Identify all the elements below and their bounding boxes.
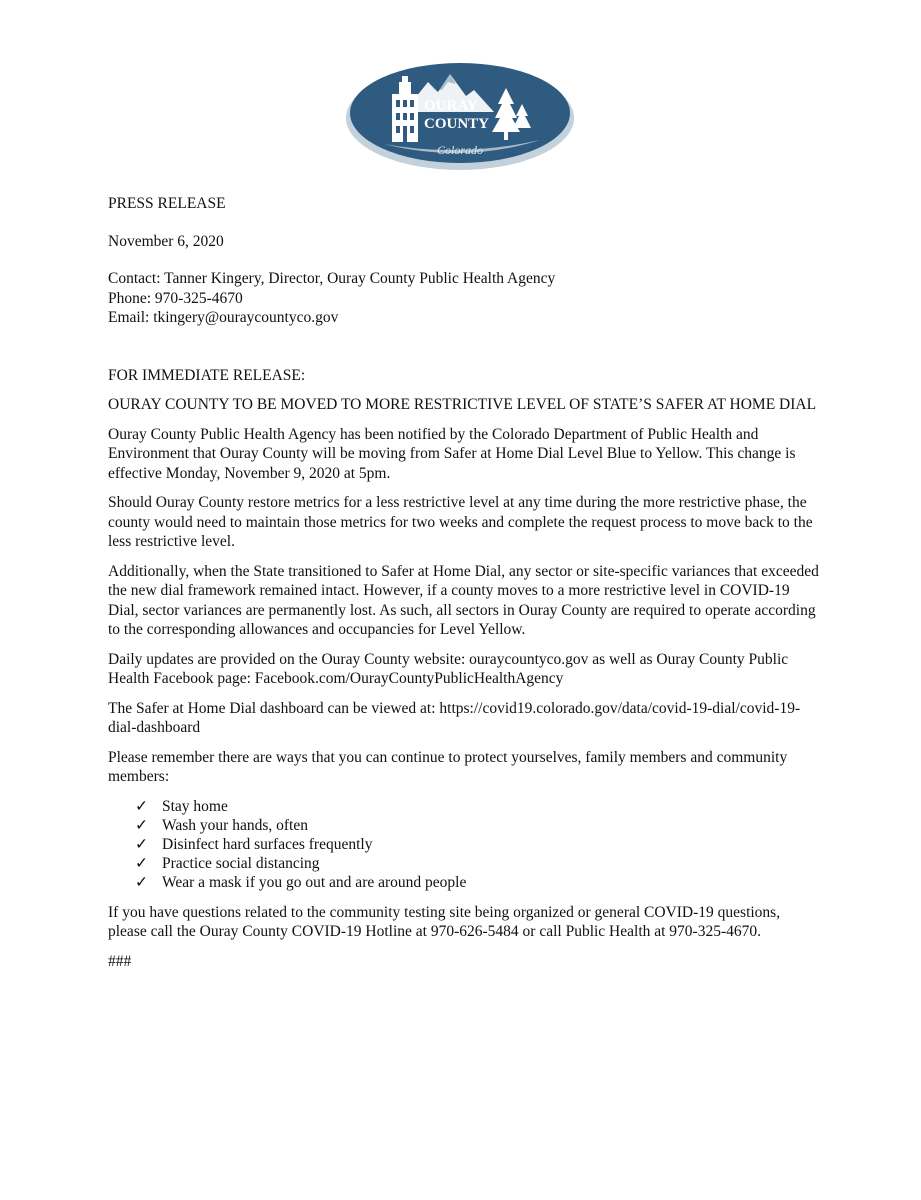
list-item: ✓ Wear a mask if you go out and are around people (135, 874, 467, 892)
list-item: ✓ Stay home (135, 797, 228, 815)
logo-text-ouray: OURAY (424, 98, 478, 114)
contact-block (108, 269, 820, 328)
release-date: November 6, 2020 (108, 232, 224, 250)
contact-email: Email: tkingery@ouraycountyco.gov (108, 309, 339, 326)
list-item: ✓ Wash your hands, often (135, 816, 308, 834)
prevention-checklist (108, 797, 820, 893)
paragraph-daily-updates: Daily updates are provided on the Ouray County website: ouraycountyco.gov as well as Ouray County Public Health Facebook page: Facebook.com/OurayCountyPublicHealthAgency (108, 650, 789, 687)
end-mark: ### (108, 952, 132, 970)
checkmark-icon: ✓ (135, 835, 148, 853)
checkmark-icon: ✓ (135, 797, 148, 815)
logo-text-county: COUNTY (424, 116, 490, 132)
immediate-release-label: FOR IMMEDIATE RELEASE: (108, 366, 306, 384)
contact-name: Contact: Tanner Kingery, Director, Ouray County Public Health Agency (108, 270, 556, 287)
release-headline: OURAY COUNTY TO BE MOVED TO MORE RESTRICTIVE LEVEL OF STATE’S SAFER AT HOME DIAL (108, 396, 817, 413)
checkmark-icon: ✓ (135, 855, 148, 873)
paragraph-notification: Ouray County Public Health Agency has been notified by the Colorado Department of Public Health and Environment that Ouray County will be moving from Safer at Home Dial Level Blue to Yellow. This change is effective Monday, November 9, 2020 at 5pm. (108, 425, 796, 482)
press-release-label: PRESS RELEASE (108, 195, 226, 212)
list-item: ✓ Disinfect hard surfaces frequently (135, 835, 373, 853)
paragraph-protect-intro: Please remember there are ways that you can continue to protect yourselves, family members and community members: (108, 748, 788, 785)
paragraph-dashboard: The Safer at Home Dial dashboard can be viewed at: https://covid19.colorado.gov/data/covid-19-dial/covid-19-dial-dashboard (108, 699, 801, 736)
checkmark-icon: ✓ (135, 874, 148, 892)
list-item: ✓ Practice social distancing (135, 855, 320, 873)
press-release-body (108, 194, 820, 971)
logo-text-colorado: Colorado (436, 143, 484, 157)
paragraph-questions: If you have questions related to the community testing site being organized or general COVID-19 questions, please call the Ouray County COVID-19 Hotline at 970-626-5484 or call Public Health at 970-325-4670. (108, 903, 781, 941)
checkmark-icon: ✓ (135, 816, 148, 834)
paragraph-restore-metrics: Should Ouray County restore metrics for a less restrictive level at any time during the more restrictive phase, the county would need to maintain those metrics for two weeks and complete the request process to move back to the less restrictive level. (108, 494, 813, 550)
ouray-county-logo (344, 60, 576, 172)
contact-phone: Phone: 970-325-4670 (108, 289, 243, 307)
paragraph-variances: Additionally, when the State transitioned to Safer at Home Dial, any sector or site-specific variances that exceeded the new dial framework remained intact. However, if a county moves to a more restrictive level in COVID-19 Dial, sector variances are permanently lost. As such, all sectors in Ouray County are required to operate according to the corresponding allowances and occupancies for Level Yellow. (108, 562, 819, 638)
